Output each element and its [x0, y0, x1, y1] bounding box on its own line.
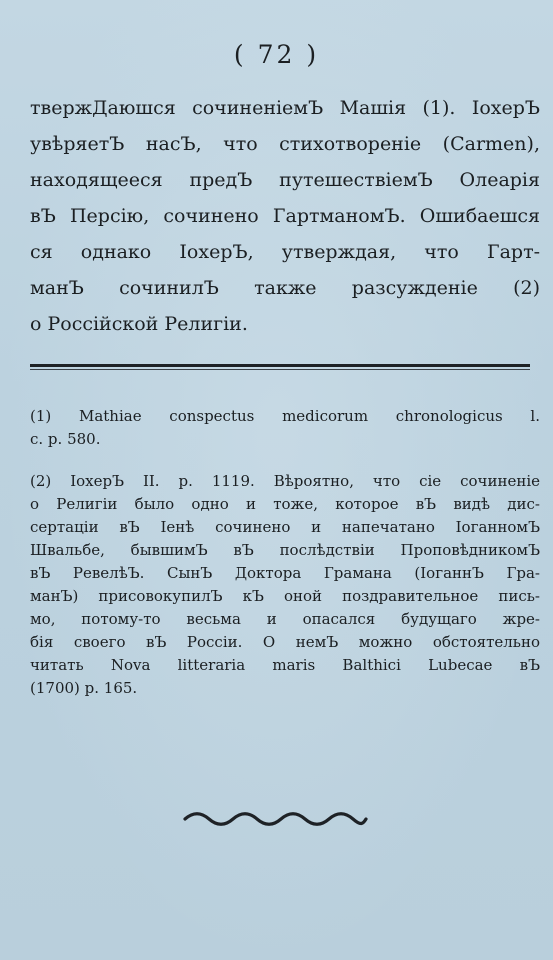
footnote-line: вЪ РевелѣЪ. СынЪ Доктора Грамана (ІоганнЪ Гра-	[30, 564, 540, 582]
footnote-line: (2) ІохерЪ II. p. 1119. Вѣроятно, что сіе сочиненіе	[30, 472, 540, 490]
main-text-line: вЪ Персію, сочинено ГартманомЪ. Ошибаешся	[30, 205, 540, 227]
main-text-line: о Россійской Религіи.	[30, 313, 248, 335]
footnote-line: сертаціи вЪ Іенѣ сочинено и напечатано ІоганномЪ	[30, 518, 540, 536]
footnote-line: о Религіи было одно и тоже, которое вЪ видѣ дис-	[30, 495, 540, 513]
footnote-line: читать Nova litteraria maris Balthici Lubecae вЪ	[30, 656, 540, 674]
main-text-line: манЪ сочинилЪ также разсужденіе (2)	[30, 277, 540, 299]
footnote-divider	[30, 364, 530, 367]
footnotes-block	[30, 405, 540, 700]
tail-ornament-icon	[183, 808, 368, 830]
footnote-line: мо, потому-то весьма и опасался будущаго жре-	[30, 610, 540, 628]
footnote-line: бія своего вЪ Россіи. О немЪ можно обстоятельно	[30, 633, 540, 651]
footnote-line: Швальбе, бывшимЪ вЪ послѣдствіи ПроповѣдникомЪ	[30, 541, 540, 559]
footnote-2	[30, 470, 540, 700]
footnote-line: (1700) p. 165.	[30, 679, 138, 697]
main-text-line: увѣряетЪ насЪ, что стихотвореніе (Carmen),	[30, 133, 540, 155]
main-text-line: находящееся предЪ путешествіемЪ Олеарія	[30, 169, 540, 191]
footnote-line: (1) Mathiae conspectus medicorum chronologicus l.	[30, 407, 540, 425]
footnote-1	[30, 405, 540, 451]
main-text-block	[30, 90, 540, 342]
page-number: ( 72 )	[233, 40, 320, 69]
footnote-line: манЪ) присовокупилЪ кЪ оной поздравительное пись-	[30, 587, 540, 605]
main-text-line: ся однако ІохерЪ, утверждая, что Гарт-	[30, 241, 540, 263]
footnote-line: c. p. 580.	[30, 430, 101, 448]
main-text-line: твержДаюшся сочиненіемЪ Машія (1). ІохерЪ	[30, 97, 540, 119]
